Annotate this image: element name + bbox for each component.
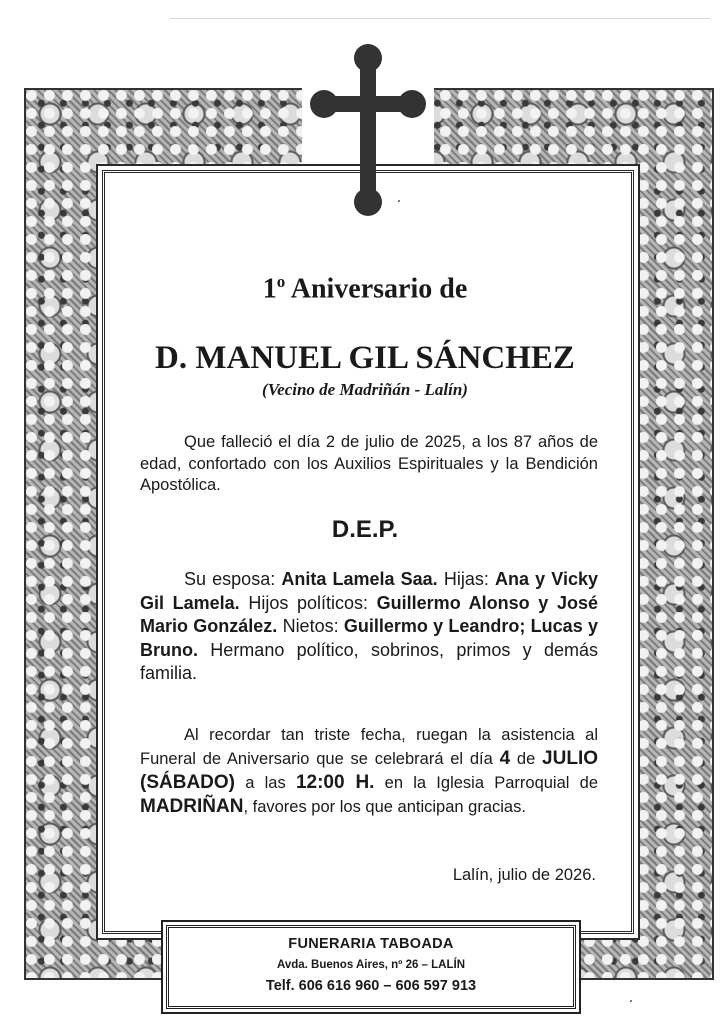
family-daughters: Ana y Vicky Gil Lamela. <box>140 569 598 613</box>
funeral-parish: MADRIÑAN <box>140 796 244 817</box>
funeral-text-1: Al recordar tan triste fecha, ruegan la asistencia al Funeral de Aniversario que se celebrará el día <box>140 726 598 768</box>
family-text-1: Su esposa: <box>184 569 282 589</box>
family-text-4: Nietos: <box>277 616 344 636</box>
funeral-time: 12:00 H. <box>295 772 375 793</box>
funeral-home-box <box>166 925 576 1009</box>
funeral-text-5: , favores por los que anticipan gracias. <box>243 798 526 816</box>
deceased-name: D. MANUEL GIL SÁNCHEZ <box>155 340 575 376</box>
funeral-home-name: FUNERARIA TABOADA <box>288 936 454 952</box>
scan-speck <box>398 200 400 202</box>
funeral-day: 4 <box>499 748 511 769</box>
family-spouse: Anita Lamela Saa. <box>281 569 438 589</box>
anniversary-heading <box>110 272 620 305</box>
family-text-5: Hermano político, sobrinos, primos y demás familia. <box>140 639 598 683</box>
funeral-text-3: a las <box>235 774 296 792</box>
residence-line: (Vecino de Madriñán - Lalín) <box>262 380 468 399</box>
family-sons-in-law: Guillermo Alonso y José Mario González. <box>140 592 598 636</box>
dep-heading: D.E.P. <box>331 516 399 543</box>
intro-paragraph: Que falleció el día 2 de julio de 2025, a los 87 años de edad, confortado con los Auxilios Espirituales y la Bendición Apostólica. <box>140 433 598 494</box>
anniversary-text: Aniversario de <box>290 273 468 305</box>
funeral-text-4: en la Iglesia Parroquial de <box>374 774 599 792</box>
anniversary-ordinal-suffix: o <box>276 272 286 291</box>
family-paragraph <box>140 568 598 686</box>
family-grandchildren: Guillermo y Leandro; Lucas y Bruno. <box>140 616 598 660</box>
funeral-text-2: de <box>510 750 543 768</box>
scan-artifact-line <box>170 18 710 19</box>
family-text-2: Hijas: <box>437 569 495 589</box>
scan-speck <box>630 1000 632 1002</box>
anniversary-ordinal: 1 <box>262 273 277 305</box>
family-text-3: Hijos políticos: <box>239 592 377 613</box>
funeral-home-address: Avda. Buenos Aires, nº 26 – LALÍN <box>276 959 466 971</box>
funeral-paragraph <box>140 724 598 819</box>
funeral-month: JULIO (SÁBADO) <box>140 748 598 793</box>
place-date: Lalín, julio de 2026. <box>452 866 596 884</box>
funeral-home-phone: Telf. 606 616 960 – 606 597 913 <box>265 978 477 994</box>
latin-cross-icon <box>310 44 426 216</box>
